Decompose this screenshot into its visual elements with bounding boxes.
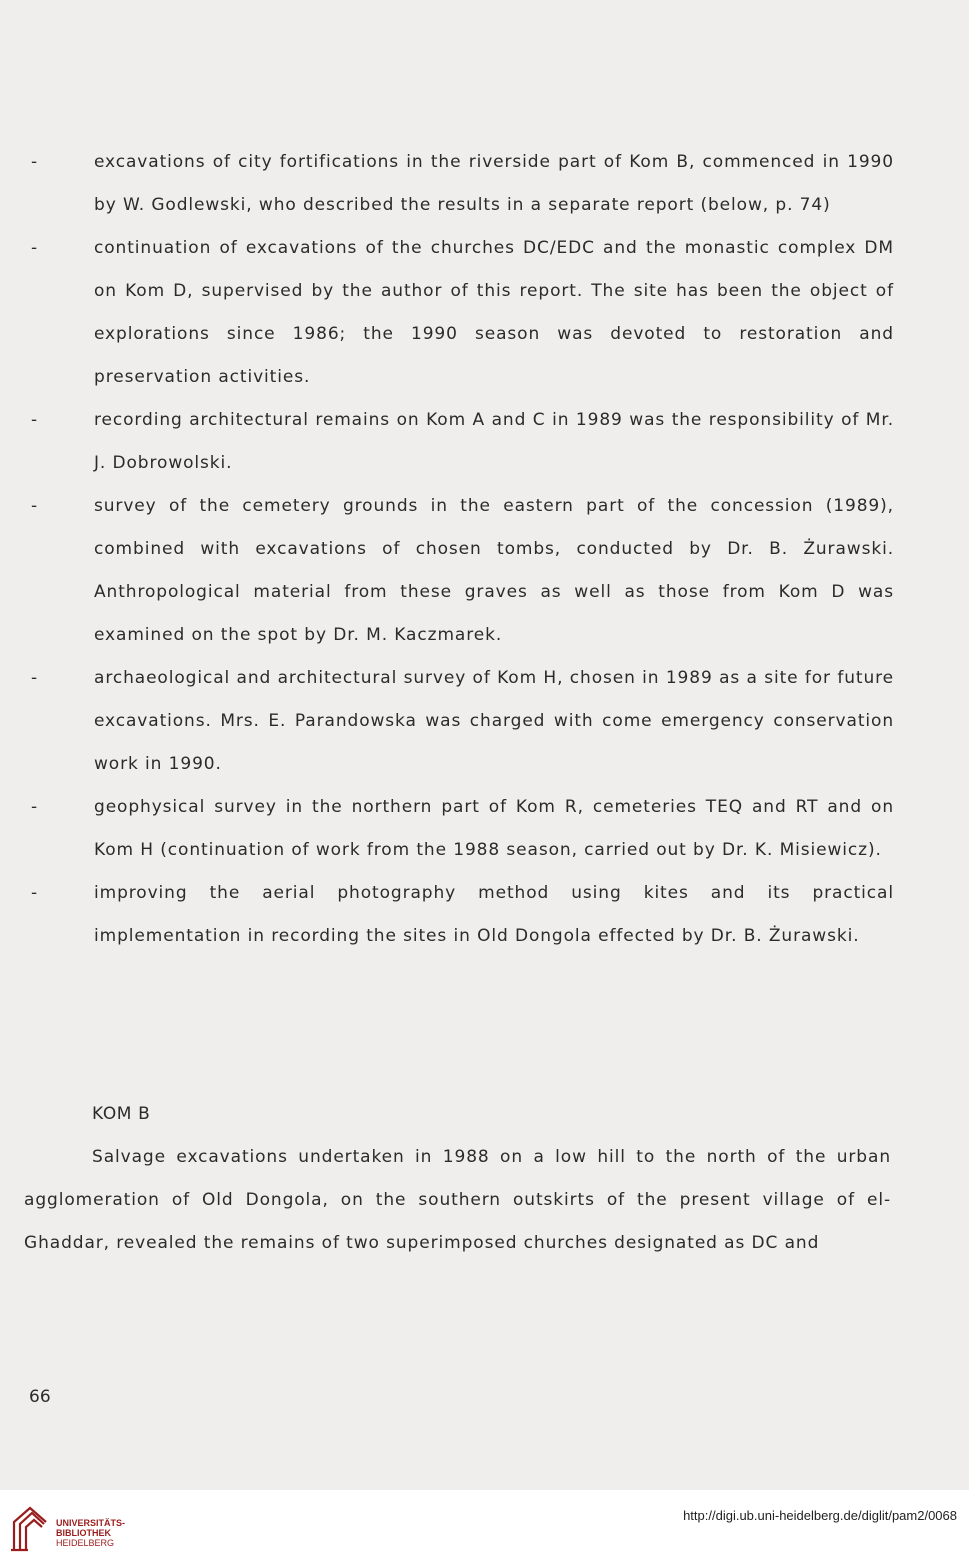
list-item-text: excavations of city fortifications in the riverside part of Kom B, commenced in 1990 by W. Godlewski, who described the results in a separate report (below, p. 74) (94, 152, 894, 215)
section-heading: KOM B (92, 1104, 151, 1124)
bullet-dash: - (31, 238, 38, 258)
list-item-text: recording architectural remains on Kom A and C in 1989 was the responsibility of Mr. J. Dobrowolski. (94, 410, 894, 473)
bullet-dash: - (31, 883, 38, 903)
list-item (0, 141, 969, 227)
library-name-line: BIBLIOTHEK (56, 1528, 111, 1538)
source-url-link[interactable]: http://digi.ub.uni-heidelberg.de/diglit/pam2/0068 (683, 1508, 957, 1523)
footer-bar (0, 1490, 969, 1566)
list-item (0, 485, 969, 657)
list-item-text: improving the aerial photography method using kites and its practical implementation in recording the sites in Old Dongola effected by Dr. B. Żurawski. (94, 883, 894, 946)
list-item (0, 399, 969, 485)
page-number: 66 (29, 1387, 51, 1407)
list-item-text: continuation of excavations of the churches DC/EDC and the monastic complex DM on Kom D, supervised by the author of this report. The site has been the object of explorations since 1986; the 1990 season was devoted to restoration and preservation activities. (94, 238, 894, 387)
list-item-text: archaeological and architectural survey of Kom H, chosen in 1989 as a site for future excavations. Mrs. E. Parandowska was charged with come emergency conservation work in 1990. (94, 668, 894, 774)
list-item (0, 227, 969, 399)
library-name-line: UNIVERSITÄTS- (56, 1518, 126, 1528)
bullet-dash: - (31, 152, 38, 172)
bullet-dash: - (31, 668, 38, 688)
list-item (0, 786, 969, 872)
list-item-text: geophysical survey in the northern part of Kom R, cemeteries TEQ and RT and on Kom H (continuation of work from the 1988 season, carried out by Dr. K. Misiewicz). (94, 797, 894, 860)
library-name-line: HEIDELBERG (56, 1538, 115, 1548)
list-item (0, 657, 969, 786)
list-item (0, 872, 969, 958)
bullet-dash: - (31, 410, 38, 430)
body-paragraph: Salvage excavations undertaken in 1988 on a low hill to the north of the urban agglomeration of Old Dongola, on the southern outskirts of the present village of el-Ghaddar, revealed the remains of two superimposed churches designated as DC and (24, 1147, 891, 1253)
library-name[interactable] (56, 1518, 125, 1548)
heidelberg-library-logo-icon[interactable] (8, 1504, 50, 1554)
activity-list (0, 141, 969, 958)
list-item-text: survey of the cemetery grounds in the eastern part of the concession (1989), combined with excavations of chosen tombs, conducted by Dr. B. Żurawski. Anthropological material from these graves as well as those from Kom D was examined on the spot by Dr. M. Kaczmarek. (94, 496, 894, 645)
bullet-dash: - (31, 797, 38, 817)
bullet-dash: - (31, 496, 38, 516)
